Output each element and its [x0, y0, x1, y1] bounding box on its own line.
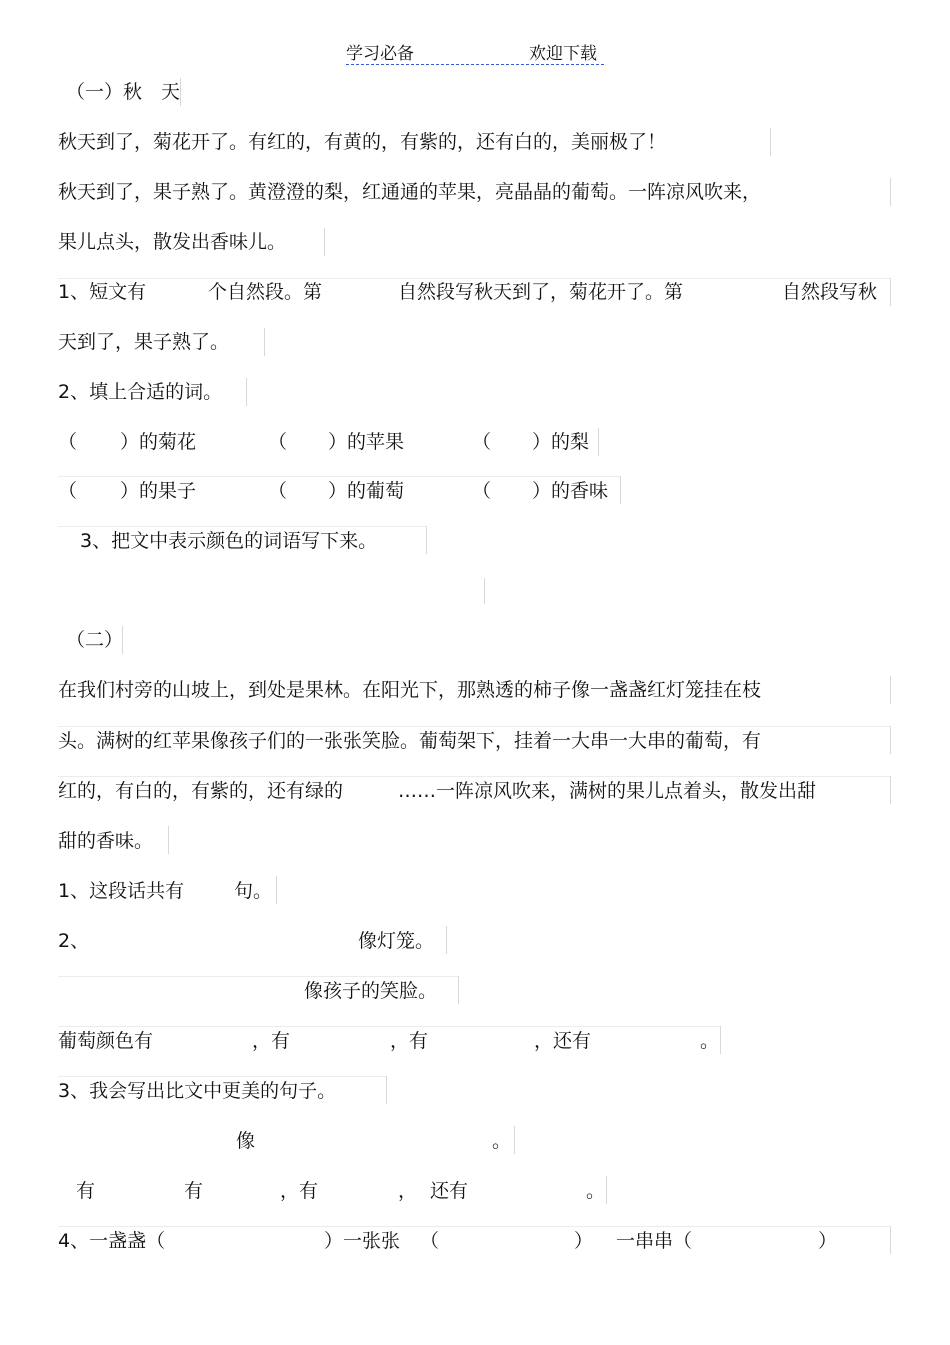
blank-open: （ — [472, 480, 492, 502]
blank-open: （ — [58, 480, 78, 502]
row-rule — [58, 526, 426, 527]
divider — [770, 128, 771, 156]
divider — [484, 578, 485, 604]
section1-paragraph-1: 秋天到了，菊花开了。有红的，有黄的，有紫的，还有白的，美丽极了！ — [58, 131, 667, 153]
question-1-part-d: 自然段写秋 — [782, 281, 878, 303]
section1-title: （一）秋 天 — [66, 81, 181, 103]
row-rule — [58, 476, 620, 477]
row-rule — [58, 278, 890, 279]
question-1-part-c: 自然段写秋天到了，菊花开了。第 — [398, 281, 684, 303]
blank-open: （ — [268, 480, 288, 502]
header-right: 欢迎下载 — [529, 44, 597, 64]
divider — [890, 278, 891, 306]
divider — [386, 1076, 387, 1104]
blank-label: ）的葡萄 — [328, 480, 405, 502]
s2-question-4-close: ） — [574, 1230, 594, 1252]
s2-question-3-end: 。 — [492, 1130, 512, 1152]
question-1-part-a: 1、短文有 — [58, 281, 147, 303]
divider — [122, 626, 123, 654]
section2-paragraph-3a: 红的，有白的，有紫的，还有绿的 — [58, 780, 344, 802]
section2-paragraph-3b: ……一阵凉风吹来，满树的果儿点着头，散发出甜 — [398, 780, 817, 802]
question-1-part-b: 个自然段。第 — [208, 281, 323, 303]
grape-colors-sep-2: ，有 — [390, 1030, 429, 1052]
s2-question-3-also: 还有 — [430, 1180, 469, 1202]
section2-paragraph-4: 甜的香味。 — [58, 830, 154, 852]
s2-question-3: 3、我会写出比文中更美的句子。 — [58, 1080, 337, 1102]
s2-question-2-number: 2、 — [58, 930, 90, 952]
divider — [246, 378, 247, 406]
divider — [180, 78, 181, 106]
divider — [458, 976, 459, 1004]
s2-question-3-has-2: 有 — [184, 1180, 204, 1202]
divider — [276, 876, 277, 904]
grape-colors-sep-3: ，还有 — [534, 1030, 592, 1052]
s2-question-3-has-1: 有 — [76, 1180, 96, 1202]
divider — [890, 776, 891, 804]
grape-colors-end: 。 — [700, 1030, 720, 1052]
question-1-part-e: 天到了，果子熟了。 — [58, 331, 230, 353]
divider — [890, 178, 891, 206]
divider — [598, 428, 599, 456]
divider — [514, 1126, 515, 1154]
s2-question-2-lantern: 像灯笼。 — [358, 930, 435, 952]
s2-question-4-lamps: 4、一盏盏（ — [58, 1230, 166, 1252]
blank-open: （ — [268, 431, 288, 453]
s2-question-2-face: 像孩子的笑脸。 — [304, 980, 438, 1002]
row-rule — [58, 776, 890, 777]
divider — [426, 526, 427, 554]
row-rule — [58, 726, 890, 727]
header-underline — [346, 64, 604, 65]
s2-question-1-part-b: 句。 — [234, 880, 273, 902]
s2-question-3-has-3: ，有 — [280, 1180, 319, 1202]
blank-label: ）的苹果 — [328, 431, 405, 453]
section2-title: （二） — [66, 629, 124, 651]
s2-question-4-open: （ — [420, 1230, 440, 1252]
row-rule — [58, 1026, 720, 1027]
section2-paragraph-2: 头。满树的红苹果像孩子们的一张张笑脸。葡萄架下，挂着一大串一大串的葡萄，有 — [58, 730, 762, 752]
blank-open: （ — [58, 431, 78, 453]
s2-question-3-end-2: 。 — [586, 1180, 606, 1202]
section2-paragraph-1: 在我们村旁的山坡上，到处是果林。在阳光下，那熟透的柿子像一盏盏红灯笼挂在枝 — [58, 679, 762, 701]
divider — [606, 1176, 607, 1204]
row-rule — [58, 1076, 386, 1077]
s2-question-4-faces: ）一张张 — [324, 1230, 401, 1252]
divider — [720, 1026, 721, 1054]
s2-question-4-close-2: ） — [818, 1230, 838, 1252]
divider — [890, 676, 891, 704]
s2-question-1-part-a: 1、这段话共有 — [58, 880, 185, 902]
section1-paragraph-3: 果儿点头，散发出香味儿。 — [58, 231, 287, 253]
question-3: 3、把文中表示颜色的词语写下来。 — [80, 530, 378, 552]
blank-label: ）的香味 — [532, 480, 609, 502]
row-rule — [58, 1226, 890, 1227]
grape-colors-sep-1: ，有 — [252, 1030, 291, 1052]
s2-question-3-like: 像 — [236, 1130, 256, 1152]
header-left: 学习必备 — [346, 44, 414, 64]
divider — [324, 228, 325, 256]
divider — [620, 476, 621, 504]
divider — [264, 328, 265, 356]
section1-paragraph-2: 秋天到了，果子熟了。黄澄澄的梨，红通通的苹果，亮晶晶的葡萄。一阵凉风吹来， — [58, 181, 762, 203]
divider — [446, 926, 447, 954]
blank-open: （ — [472, 431, 492, 453]
blank-label: ）的果子 — [120, 480, 197, 502]
s2-question-3-comma: ， — [398, 1180, 418, 1202]
grape-colors-label: 葡萄颜色有 — [58, 1030, 154, 1052]
divider — [168, 826, 169, 854]
question-2: 2、填上合适的词。 — [58, 381, 223, 403]
blank-label: ）的梨 — [532, 431, 590, 453]
blank-label: ）的菊花 — [120, 431, 197, 453]
divider — [890, 726, 891, 754]
s2-question-4-bunches: 一串串（ — [616, 1230, 693, 1252]
row-rule — [58, 976, 458, 977]
divider — [890, 1226, 891, 1254]
